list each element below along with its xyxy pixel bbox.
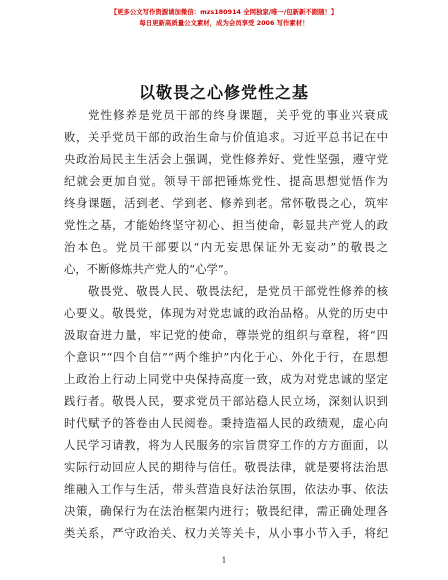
document-title: 以敬畏之心修党性之基 (138, 83, 309, 102)
body-line: 党性之基，才能始终坚守初心、担当使命，彰显共产党人的政 (64, 218, 388, 232)
page-number: 1 (221, 556, 227, 565)
body-line: 上政治上行动上同党中央保持高度一致，成为对党忠诚的坚定 (64, 372, 388, 386)
body-line: 纪就会更加自觉。领导干部把锤炼党性、提高思想觉悟作为 (64, 174, 388, 188)
promo-line-1: 【更多公文写作资源请加微信：mzs180914 全网独家/唯一/包新新不跟随！】 (110, 8, 338, 16)
body-line: 汲取奋进力量，牢记党的使命，尊崇党的组织与章程，将“四 (64, 328, 388, 342)
promo-line-2: 每日更新高质量公文素材，成为会员享受 2006 写作素材！ (139, 19, 309, 27)
body-line: 敬畏党、敬畏人民、敬畏法纪，是党员干部党性修养的核 (88, 284, 388, 298)
body-line: 个意识”“四个自信”“两个维护”内化于心、外化于行，在思想 (64, 350, 388, 364)
body-line: 践行者。敬畏人民，要求党员干部站稳人民立场，深刻认识到 (64, 394, 388, 408)
body-line: 决策，确保行为在法治框架内进行；敬畏纪律，需正确处理各 (64, 504, 388, 518)
body-line: 终身课题，活到老、学到老、修养到老。常怀敬畏之心，筑牢 (64, 196, 388, 210)
body-line: 治本色。党员干部要以“内无妄思保证外无妄动”的敬畏之 (64, 240, 388, 254)
body-line: 类关系，严守政治关、权力关等关卡，从小事小节入手，将纪 (64, 526, 388, 540)
body-line: 人民学习请教，将为人民服务的宗旨贯穿工作的方方面面，以 (64, 438, 388, 452)
body-line: 心要义。敬畏党，体现为对党忠诚的政治品格。从党的历史中 (64, 306, 388, 320)
body-line: 党性修养是党员干部的终身课题，关乎党的事业兴衰成 (88, 108, 388, 122)
body-line: 败，关乎党员干部的政治生命与价值追求。习近平总书记在中 (64, 130, 388, 144)
body-line: 心，不断修炼共产党人的“心学”。 (64, 262, 236, 276)
body-line: 时代赋予的答卷由人民阅卷。秉持造福人民的政绩观，虚心向 (64, 416, 388, 430)
body-line: 实际行动回应人民的期待与信任。敬畏法律，就是要将法治思 (64, 460, 388, 474)
body-line: 维融入工作与生活，带头营造良好法治氛围，依法办事、依法 (64, 482, 388, 496)
body-line: 央政治局民主生活会上强调，党性修养好、党性坚强，遵守党 (64, 152, 388, 166)
